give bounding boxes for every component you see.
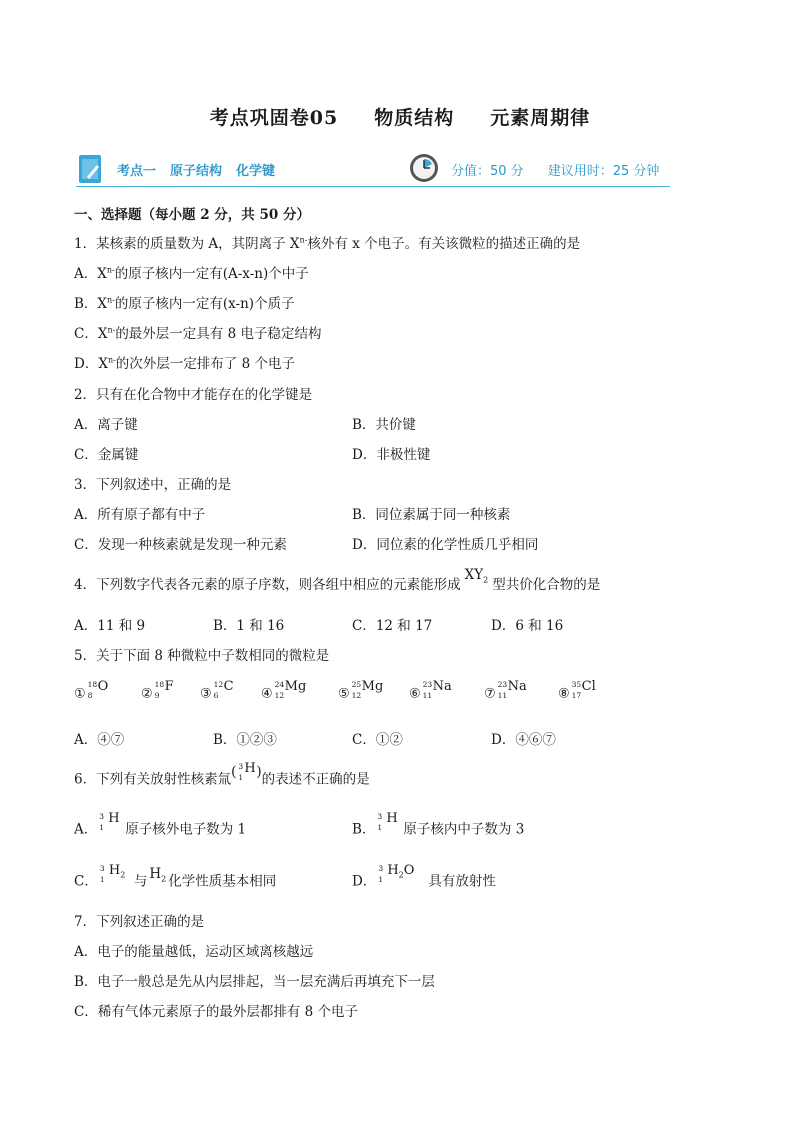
- q3-option-c[interactable]: C．发现一种核素就是发现一种元素: [74, 537, 287, 553]
- q6-option-c[interactable]: C． 3 1 $H_2$ 与 $H_2$ 化学性质基本相同: [74, 863, 277, 890]
- q5-option-b[interactable]: B．①②③: [213, 732, 277, 748]
- q4-option-a[interactable]: A．11 和 9: [74, 618, 146, 634]
- q3-option-a[interactable]: A．所有原子都有中子: [74, 507, 206, 523]
- title-part3: 元素周期律: [490, 107, 591, 129]
- q5-option-d[interactable]: D．④⑥⑦: [491, 732, 556, 748]
- q5-nuclide: ③ 12 6 C: [200, 679, 234, 702]
- q2-option-d[interactable]: D．非极性键: [352, 447, 431, 463]
- note-icon: [79, 155, 101, 183]
- title-part2: 物质结构: [374, 107, 455, 129]
- q2-option-a[interactable]: A．离子键: [74, 417, 138, 433]
- q1-stem: 1．某核素的质量数为 A，其阴离子 $X^{n-}$核外有 x 个电子。有关该微粒的描述正确的是: [74, 235, 581, 252]
- q1-option-a[interactable]: A．$X^{n-}$的原子核内一定有(A-x-n)个中子: [74, 265, 309, 282]
- title-part1: 考点巩固卷05: [209, 107, 339, 129]
- q3-option-d[interactable]: D．同位素的化学性质几乎相同: [352, 537, 539, 553]
- q5-nuclide: ⑥ 23 11 Na: [409, 679, 452, 702]
- q5-nuclide: ② 18 9 F: [141, 679, 174, 702]
- q3-option-b[interactable]: B．同位素属于同一种核素: [352, 507, 511, 523]
- q5-nuclide: ⑦ 23 11 Na: [484, 679, 527, 702]
- q4-option-d[interactable]: D．6 和 16: [491, 618, 564, 634]
- q7-stem: 7．下列叙述正确的是: [74, 914, 205, 930]
- q6-option-d[interactable]: D． 3 1 $H_2O$ 具有放射性: [352, 863, 496, 890]
- q4-option-c[interactable]: C．12 和 17: [352, 618, 433, 634]
- q1-option-d[interactable]: D．$X^{n-}$的次外层一定排布了 8 个电子: [74, 355, 295, 372]
- page-title: [0, 103, 800, 130]
- section-heading: 一、选择题（每小题 2 分，共 50 分）: [74, 207, 310, 223]
- topic-1: 考点一: [117, 164, 157, 179]
- q2-option-c[interactable]: C．金属键: [74, 447, 139, 463]
- q7-option-b[interactable]: B．电子一般总是先从内层排起，当一层充满后再填充下一层: [74, 974, 435, 990]
- q7-option-a[interactable]: A．电子的能量越低，运动区域离核越远: [74, 944, 314, 960]
- q6-option-b[interactable]: B． 3 1 H 原子核内中子数为 3: [352, 811, 525, 838]
- q5-nuclide: ⑤ 25 12 Mg: [338, 679, 384, 702]
- q2-option-b[interactable]: B．共价键: [352, 417, 416, 433]
- clock-icon: [409, 153, 439, 183]
- q2-stem: 2．只有在化合物中才能存在的化学键是: [74, 387, 313, 403]
- q5-option-c[interactable]: C．①②: [352, 732, 403, 748]
- q5-nuclide: ① 18 8 O: [74, 679, 109, 702]
- score-time: [451, 160, 683, 179]
- topic-2: 原子结构: [170, 164, 223, 179]
- q6-stem: 6．下列有关放射性核素氚( 3 1 H )的表述不正确的是: [74, 761, 370, 788]
- q5-nuclide: ⑧ 35 17 Cl: [558, 679, 596, 702]
- q6-option-a[interactable]: A． 3 1 H 原子核外电子数为 1: [74, 811, 247, 838]
- topic-3: 化学键: [236, 164, 276, 179]
- q1-option-b[interactable]: B．$X^{n-}$的原子核内一定有(x-n)个质子: [74, 295, 295, 312]
- q5-nuclide: ④ 24 12 Mg: [261, 679, 307, 702]
- q5-option-a[interactable]: A．④⑦: [74, 732, 125, 748]
- topic-label: [117, 160, 289, 179]
- score-label: 分值：50 分: [451, 164, 524, 179]
- header-divider: [76, 186, 670, 187]
- q1-option-c[interactable]: C．$X^{n-}$的最外层一定具有 8 电子稳定结构: [74, 325, 322, 342]
- q4-formula: $XY_2$: [464, 567, 489, 585]
- q5-stem: 5．关于下面 8 种微粒中子数相同的微粒是: [74, 648, 330, 664]
- time-label: 建议用时：25 分钟: [547, 164, 660, 179]
- q7-option-c[interactable]: C．稀有气体元素原子的最外层都排有 8 个电子: [74, 1004, 359, 1020]
- q4-option-b[interactable]: B．1 和 16: [213, 618, 285, 634]
- q4-stem: 4．下列数字代表各元素的原子序数，则各组中相应的元素能形成$XY_2$ 型共价化合物的是: [74, 567, 601, 593]
- q3-stem: 3．下列叙述中，正确的是: [74, 477, 232, 493]
